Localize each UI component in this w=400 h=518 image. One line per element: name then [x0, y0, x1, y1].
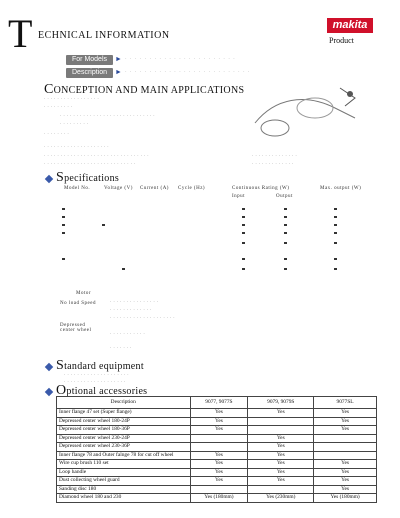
- section-bullet-icon: [45, 175, 53, 183]
- accessory-availability: Yes: [190, 409, 248, 418]
- spec-header-cycle: Cycle (Hz): [178, 186, 206, 191]
- accessory-availability: Yes: [190, 477, 248, 486]
- table-row: [57, 468, 377, 477]
- models-text: · · · · · · · · · · · · · · · · · · · · · · ·: [125, 57, 236, 62]
- accessory-availability: [190, 443, 248, 452]
- table-row: [57, 417, 377, 426]
- description-text: · · · · · · · · · · · · · · · · · · · · · · · · · ·: [125, 70, 251, 75]
- accessory-description: Inner flange 47 set (Super flange): [57, 409, 191, 418]
- arrow-icon: ►: [115, 68, 122, 76]
- accessory-availability: Yes: [248, 434, 314, 443]
- table-row: [57, 426, 377, 435]
- conception-text-7: · · · · · · · · · · · · · · · · · · · · · · · · · · · · · · · ·: [44, 153, 150, 158]
- accessory-description: Inner flange 78 and Outer falnge 78 for cut off wheel: [57, 451, 191, 460]
- spec-extra-text: · · · · · · ·: [110, 345, 132, 350]
- accessory-description: Depressed center wheel 180-24P: [57, 417, 191, 426]
- spec-table-body: [62, 204, 362, 274]
- table-row: [57, 443, 377, 452]
- for-models-label: For Models: [66, 55, 113, 65]
- accessory-availability: Yes: [314, 485, 377, 494]
- accessory-availability: Yes: [314, 468, 377, 477]
- accessory-description: Loop handle: [57, 468, 191, 477]
- accessory-availability: Yes: [190, 460, 248, 469]
- product-label: Product: [329, 36, 354, 45]
- conception-text-2: · · · · · · · · ·: [44, 104, 73, 109]
- accessory-availability: Yes: [248, 468, 314, 477]
- title-initial: T: [8, 11, 33, 56]
- accessory-description: Depressed center wheel 180-36P: [57, 426, 191, 435]
- conception-text-6: · · · · · · · · · · · · · · · · · · · ·: [44, 144, 110, 149]
- accessory-availability: [248, 417, 314, 426]
- spec-header-max-output: Max. output (W): [320, 186, 362, 191]
- spec-header-input: Input: [232, 194, 246, 199]
- table-row: [57, 494, 377, 503]
- table-row: [57, 409, 377, 418]
- table-row: [57, 434, 377, 443]
- spec-header-output: Output: [276, 194, 293, 199]
- accessory-availability: Yes: [314, 460, 377, 469]
- accessory-description: Depressed center wheel 230-24P: [57, 434, 191, 443]
- conception-text-8: · · · · · · · · · · · · · · · · · · · · · · · · · · · ·: [44, 161, 136, 166]
- section-bullet-icon: [45, 363, 53, 371]
- conception-text-3: · · · · · · · · · · · · · · · · · · · · · · · · · · · · ·: [60, 113, 156, 118]
- conception-text-4: · · · · · · · · ·: [60, 121, 89, 126]
- makita-logo: makita: [327, 18, 373, 33]
- spec-header-continuous: Continuous Rating (W): [232, 186, 290, 191]
- accessories-table: [56, 396, 377, 503]
- section-bullet-icon: [45, 388, 53, 396]
- accessory-availability: Yes: [314, 426, 377, 435]
- section-specifications: Specifications: [56, 170, 120, 185]
- accessory-availability: Yes: [248, 409, 314, 418]
- accessory-availability: Yes: [314, 409, 377, 418]
- spec-no-load-text-2: · · · · · · · · · · · · ·: [110, 307, 152, 312]
- spec-motor-label: Motor: [76, 291, 91, 296]
- section-standard-equipment: Standard equipment: [56, 358, 144, 373]
- accessory-availability: Yes: [190, 426, 248, 435]
- accessory-availability: Yes: [248, 451, 314, 460]
- accessory-availability: Yes: [190, 417, 248, 426]
- accessory-description: Sanding disc 180: [57, 485, 191, 494]
- accessory-availability: Yes: [190, 451, 248, 460]
- conception-text-5: · · · · · · · ·: [44, 131, 70, 136]
- standard-text-2: · · · · · · · · · · · · · · · · · · ·: [64, 379, 126, 384]
- page-title: ECHNICAL INFORMATION: [38, 30, 170, 41]
- accessory-availability: Yes: [248, 477, 314, 486]
- accessory-availability: Yes (180mm): [190, 494, 248, 503]
- accessory-availability: Yes: [314, 477, 377, 486]
- table-row: [57, 485, 377, 494]
- accessory-description: Diamond wheel 180 and 230: [57, 494, 191, 503]
- table-row: [57, 460, 377, 469]
- accessory-availability: Yes: [190, 468, 248, 477]
- accessory-availability: [314, 451, 377, 460]
- spec-header-model: Model No.: [64, 186, 91, 191]
- table-header-cell: 9077SL: [314, 397, 377, 409]
- spec-depressed-label: Depressed center wheel: [60, 323, 92, 333]
- section-optional-accessories: Optional accessories: [56, 383, 148, 398]
- accessory-availability: [190, 434, 248, 443]
- accessory-availability: [190, 485, 248, 494]
- grinder-illustration: [245, 78, 365, 148]
- section-conception: CONCEPTION AND MAIN APPLICATIONS: [44, 82, 245, 97]
- table-row: [57, 477, 377, 486]
- spec-no-load-text-3: · · · · · · · · · · · · · · · · · · · ·: [110, 315, 176, 320]
- accessory-description: Wire cup brush 110 set: [57, 460, 191, 469]
- spec-header-current: Current (A): [140, 186, 169, 191]
- conception-text-1: · · · · · · · · · · · · · · · · ·: [44, 96, 100, 101]
- accessory-description: Depressed center wheel 230-36P: [57, 443, 191, 452]
- accessory-availability: Yes: [314, 417, 377, 426]
- table-header-cell: 9077, 9077S: [190, 397, 248, 409]
- table-header-cell: Description: [57, 397, 191, 409]
- arrow-icon: ►: [115, 55, 122, 63]
- description-label: Description: [66, 68, 113, 78]
- accessory-description: Dust collecting wheel guard: [57, 477, 191, 486]
- accessory-availability: [248, 485, 314, 494]
- spec-no-load-label: No load Speed: [60, 301, 96, 306]
- spec-header-voltage: Voltage (V): [104, 186, 133, 191]
- standard-text-1: · · · · · · · · · · · · · · · · · · · ·: [64, 372, 130, 377]
- sketch-text-2: · · · · · · · · · · · · ·: [252, 161, 294, 166]
- accessory-availability: [314, 443, 377, 452]
- accessory-availability: [314, 434, 377, 443]
- sketch-text-1: · · · · · · · · · · · · · ·: [252, 153, 298, 158]
- table-header-cell: 9079, 9079S: [248, 397, 314, 409]
- accessory-availability: Yes (180mm): [314, 494, 377, 503]
- accessory-availability: [248, 426, 314, 435]
- accessory-availability: Yes: [248, 443, 314, 452]
- table-header-row: [57, 397, 377, 409]
- spec-depressed-text: · · · · · · · · · · ·: [110, 331, 146, 336]
- table-row: [57, 451, 377, 460]
- accessory-availability: Yes: [248, 460, 314, 469]
- accessory-availability: Yes (230mm): [248, 494, 314, 503]
- spec-no-load-text-1: · · · · · · · · · · · · · · ·: [110, 299, 159, 304]
